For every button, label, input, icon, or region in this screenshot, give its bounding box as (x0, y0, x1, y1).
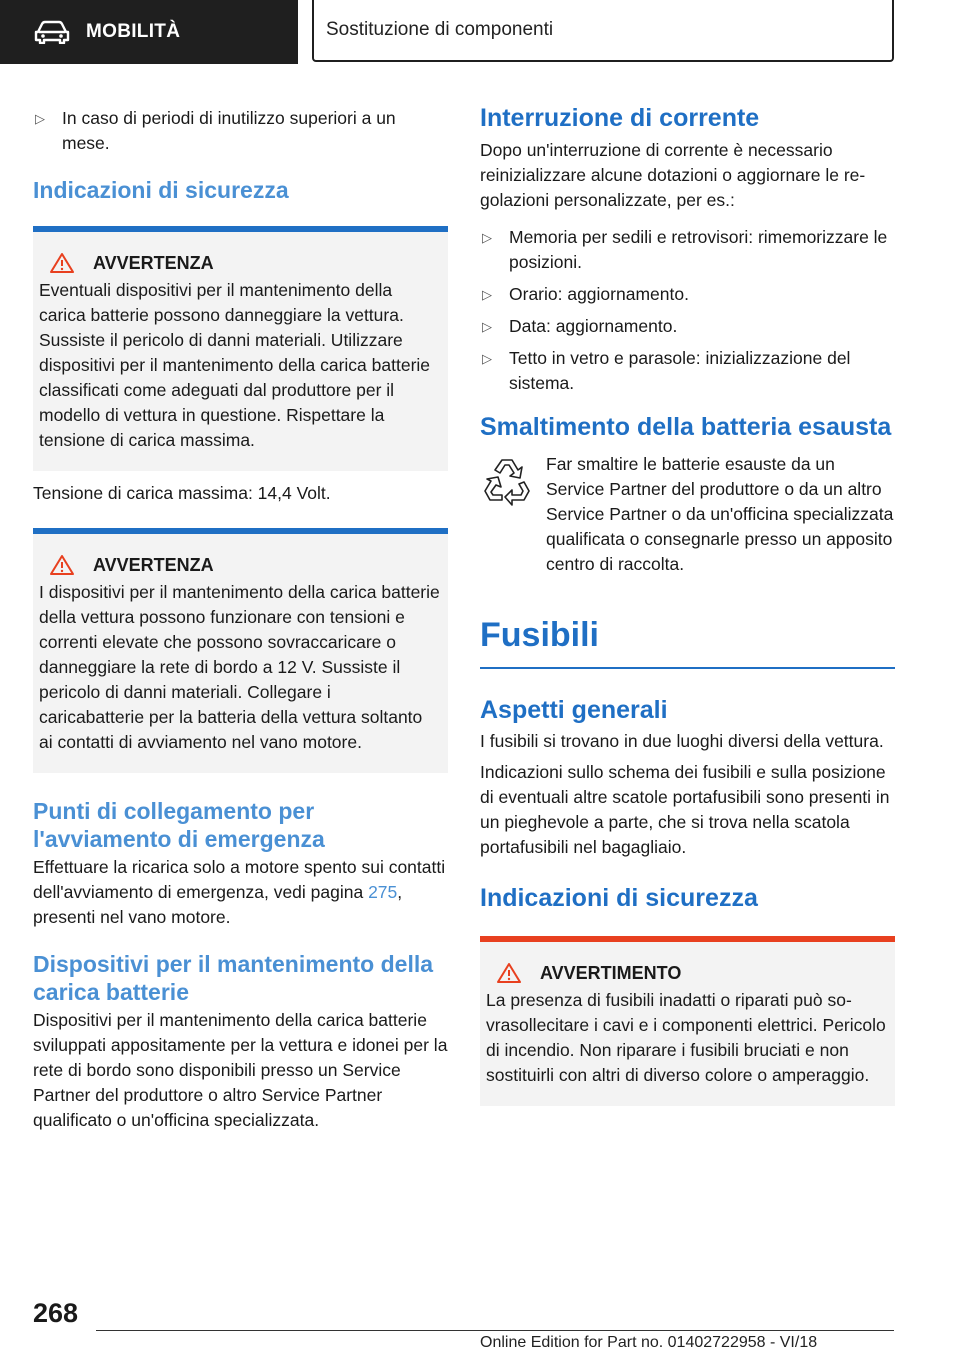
left-column (33, 100, 448, 1133)
power-list (480, 225, 895, 396)
heading-safety-2: Indicazioni di sicurezza (480, 884, 758, 912)
warning-box-3 (480, 936, 895, 1106)
chapter-tab (312, 0, 894, 62)
warning-box-1 (33, 226, 448, 471)
heading-rule (480, 667, 895, 669)
warning-text: La presenza di fusibili inadatti o riparati può sovrasollecitare i cavi e i componenti elettrici. Pericolo di incendio. Non riparare i fusibili bruciati e non sostituirli con altri di diverso colore o amperaggio. (486, 990, 886, 1085)
footer-rule (96, 1330, 894, 1331)
maintainer-text: Dispositivi per il mantenimento della carica batterie sviluppati appositamente per la vettura e idonei per la rete di bordo sono disponibili presso un Service Partner del produttore o altro Service Partner qualificato o un'officina specializzata. (33, 1010, 448, 1130)
warning-title: AVVERTENZA (49, 252, 440, 274)
heading-general: Aspetti generali (480, 696, 668, 724)
heading-jump-start: Punti di collegamento per l'avviamento di emergenza (33, 798, 325, 852)
heading-power-interruption: Interruzione di corrente (480, 104, 760, 132)
recycle-icon (480, 454, 534, 508)
warning-triangle-icon (49, 554, 75, 576)
car-icon (34, 20, 70, 44)
warning-text: Eventuali dispositivi per il mantenimento della carica batterie possono danneggiare la vettura. Sussiste il pericolo di danni materiali. Utilizzare dispositivi per il mantenimento della carica batterie classificati come adeguati dal produttore per il modello di vettura in questione. Rispettare la tensione di carica massima. (39, 280, 431, 450)
list-item: ▷ Memoria per sedili e retrovisori: rimemorizzare le posizioni. (482, 227, 888, 272)
disposal-block (480, 452, 895, 577)
page-number: 268 (33, 1298, 79, 1328)
list-item: ▷ Tetto in vetro e parasole: inizializzazione del sistema. (482, 348, 851, 393)
list-item: ▷ In caso di periodi di inutilizzo superiori a un mese. (35, 108, 396, 153)
warning-triangle-icon (496, 962, 522, 984)
power-text: Dopo un'interruzione di corrente è necessario reinizializzare alcune dotazioni o aggiornare le regolazioni personalizzate, per es.: (480, 140, 866, 210)
heading-safety: Indicazioni di sicurezza (33, 177, 289, 203)
triangle-right-icon: ▷ (482, 351, 492, 366)
bullet-list-top (33, 106, 448, 156)
heading-maintainer: Dispositivi per il mantenimento della carica batterie (33, 951, 434, 1005)
page-link[interactable]: 275 (368, 882, 398, 902)
warning-title: AVVERTIMENTO (496, 962, 887, 984)
disposal-text: Far smaltire le batterie esauste da un Service Partner del produttore o da un altro Service Partner o da un'officina specializzata qualificata o consegnarle presso un apposito centro di raccolta. (546, 454, 894, 574)
section-tab (0, 0, 298, 64)
triangle-right-icon: ▷ (482, 287, 492, 302)
warning-title: AVVERTENZA (49, 554, 440, 576)
edition-text: Online Edition for Part no. 01402722958 - VI/18 (480, 1334, 818, 1351)
list-item: ▷ Data: aggiornamento. (480, 314, 895, 339)
warning-box-2 (33, 528, 448, 773)
warning-text: I dispositivi per il mantenimento della carica batterie della vettura possono funzionare con tensioni e correnti elevate che possono sovraccaricare o danneggiare la rete di bordo a 12 V. Sussiste il pericolo di danni materiali. Collegare i caricabatterie per la batteria della vettura soltanto ai contatti di avviamento nel vano motore. (39, 582, 440, 752)
chapter-title: Sostituzione di componenti (326, 19, 554, 40)
right-column (480, 100, 895, 1106)
jump-start-text: Effettuare la ricarica solo a motore spento sui contatti dell'avviamento di emergenza, vedi pagina 275, presenti nel vano motore. (33, 857, 446, 927)
triangle-right-icon: ▷ (482, 230, 492, 245)
heading-fuses: Fusibili (480, 616, 599, 654)
warning-triangle-icon (49, 252, 75, 274)
triangle-right-icon: ▷ (482, 319, 492, 334)
section-title: MOBILITÀ (86, 21, 181, 42)
general-text-1: I fusibili si trovano in due luoghi diversi della vettura. (480, 731, 884, 751)
triangle-right-icon: ▷ (35, 111, 45, 126)
general-text-2: Indicazioni sullo schema dei fusibili e sulla posizione di eventuali altre scatole portafusibili sono presenti in un pieghevole a parte, che si trova nella scatola portafusibili nel bagagliaio. (480, 762, 890, 857)
list-item: ▷ Orario: aggiornamento. (480, 282, 895, 307)
voltage-text: Tensione di carica massima: 14,4 Volt. (33, 483, 331, 503)
heading-battery-disposal: Smaltimento della batteria esausta (480, 413, 892, 441)
